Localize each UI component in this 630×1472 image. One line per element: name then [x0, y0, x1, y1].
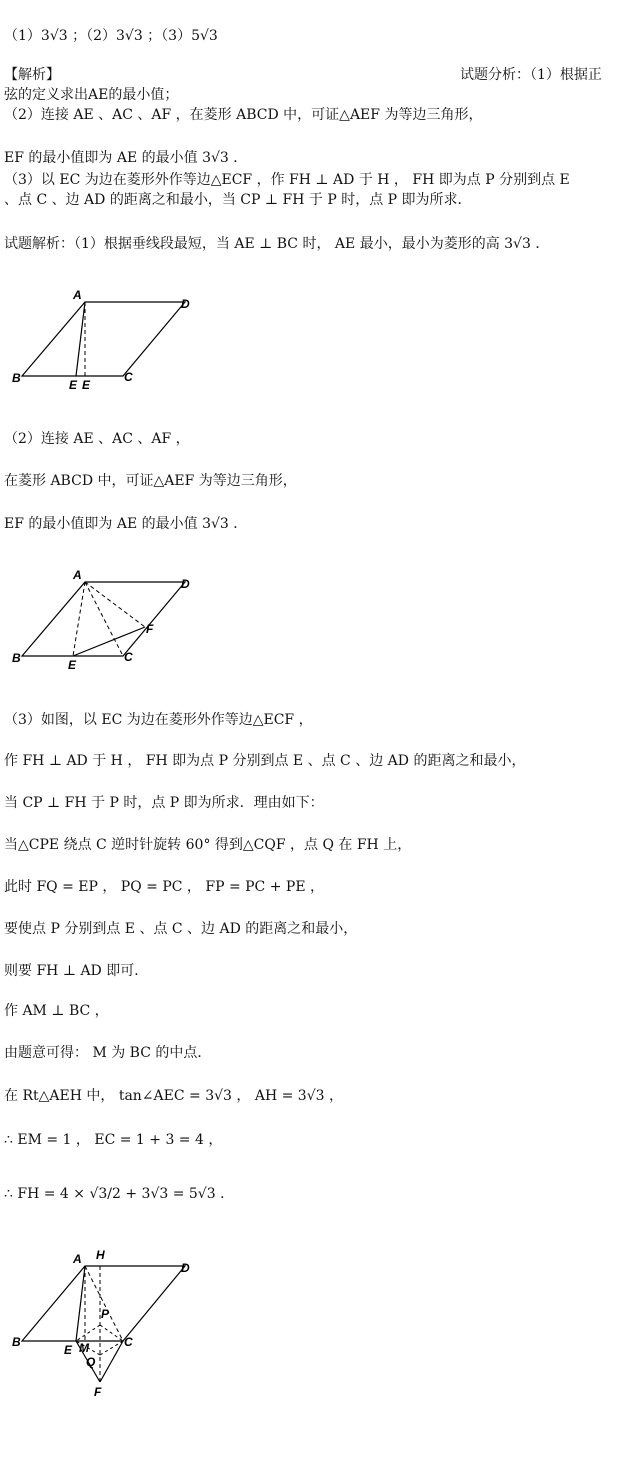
- figure-2-rhombus: [0, 565, 240, 675]
- solution-3e: 此时 FQ = EP ， PQ = PC ， FP = PC + PE ，: [4, 879, 324, 895]
- fig3-label-q: Q: [86, 1355, 96, 1369]
- solution-3b: 作 FH ⊥ AD 于 H ， FH 即为点 P 分别到点 E 、点 C 、边 AD 的距离之和最小，: [4, 753, 526, 769]
- fig2-label-d: D: [181, 577, 190, 591]
- fig2-label-f: F: [146, 622, 154, 636]
- fig2-label-e: E: [68, 658, 77, 672]
- analysis-line-1: 弦的定义求出AE的最小值；: [4, 87, 179, 103]
- solution-3a: （3）如图，以 EC 为边在菱形外作等边△ECF ，: [4, 712, 313, 728]
- fig2-label-b: B: [12, 651, 21, 665]
- fig1-label-a: A: [73, 288, 82, 302]
- solution-3g: 则要 FH ⊥ AD 即可．: [4, 963, 149, 979]
- fig1-label-b: B: [12, 371, 21, 385]
- solution-3j: 在 Rt△AEH 中， tan∠AEC = 3√3 ， AH = 3√3 ，: [4, 1088, 343, 1104]
- figure-1-rhombus: [0, 285, 240, 395]
- analysis-line-2b: EF 的最小值即为 AE 的最小值 3√3 ．: [4, 150, 248, 166]
- fig3-label-b: B: [12, 1335, 21, 1349]
- solution-1: 试题解析：（1）根据垂线段最短，当 AE ⊥ BC 时， AE 最小，最小为菱形的高 3√3 ．: [4, 236, 550, 252]
- fig3-label-c: C: [124, 1335, 133, 1349]
- fig1-label-e1: E: [69, 378, 78, 392]
- solution-3i: 由题意可得： M 为 BC 的中点．: [4, 1045, 212, 1061]
- analysis-line-3a: （3）以 EC 为边在菱形外作等边△ECF ，作 FH ⊥ AD 于 H ， FH 即为点 P 分别到点 E: [4, 172, 570, 188]
- solution-3c: 当 CP ⊥ FH 于 P 时，点 P 即为所求．理由如下：: [4, 795, 324, 811]
- fig3-label-a: A: [73, 1252, 82, 1266]
- solution-2c: EF 的最小值即为 AE 的最小值 3√3 ．: [4, 516, 248, 532]
- fig1-label-d: D: [181, 297, 190, 311]
- solution-2a: （2）连接 AE 、AC 、AF ，: [4, 431, 190, 447]
- analysis-line-2a: （2）连接 AE 、AC 、AF ，在菱形 ABCD 中，可证△AEF 为等边三角形，: [4, 107, 483, 123]
- solution-3d: 当△CPE 绕点 C 逆时针旋转 60° 得到△CQF ，点 Q 在 FH 上，: [4, 837, 412, 853]
- fig2-label-c: C: [124, 650, 133, 664]
- solution-3f: 要使点 P 分别到点 E 、点 C 、边 AD 的距离之和最小，: [4, 921, 358, 937]
- solution-2b: 在菱形 ABCD 中，可证△AEF 为等边三角形，: [4, 473, 297, 489]
- solution-3h: 作 AM ⊥ BC ，: [4, 1003, 109, 1019]
- fig2-label-a: A: [73, 568, 82, 582]
- figure-3-rhombus: [0, 1245, 240, 1405]
- answers-line: （1）3√3 ；（2）3√3 ；（3）5√3: [4, 28, 218, 44]
- fig3-label-e: E: [64, 1343, 73, 1357]
- analysis-header: 【解析】: [4, 67, 60, 83]
- fig3-label-m: M: [79, 1341, 89, 1355]
- fig1-label-c: C: [124, 370, 133, 384]
- fig3-label-f: F: [94, 1385, 102, 1399]
- analysis-intro: 试题分析：（1）根据正: [460, 67, 602, 83]
- solution-3l: ∴ FH = 4 × √3/2 + 3√3 = 5√3 ．: [4, 1186, 235, 1202]
- fig3-label-d: D: [181, 1261, 190, 1275]
- fig1-label-e2: E: [82, 378, 91, 392]
- solution-3k: ∴ EM = 1 ， EC = 1 + 3 = 4 ，: [4, 1132, 223, 1148]
- fig3-label-p: P: [101, 1307, 110, 1321]
- analysis-line-3b: 、点 C 、边 AD 的距离之和最小，当 CP ⊥ FH 于 P 时，点 P 即为所求．: [4, 192, 472, 208]
- fig3-label-h: H: [96, 1248, 105, 1262]
